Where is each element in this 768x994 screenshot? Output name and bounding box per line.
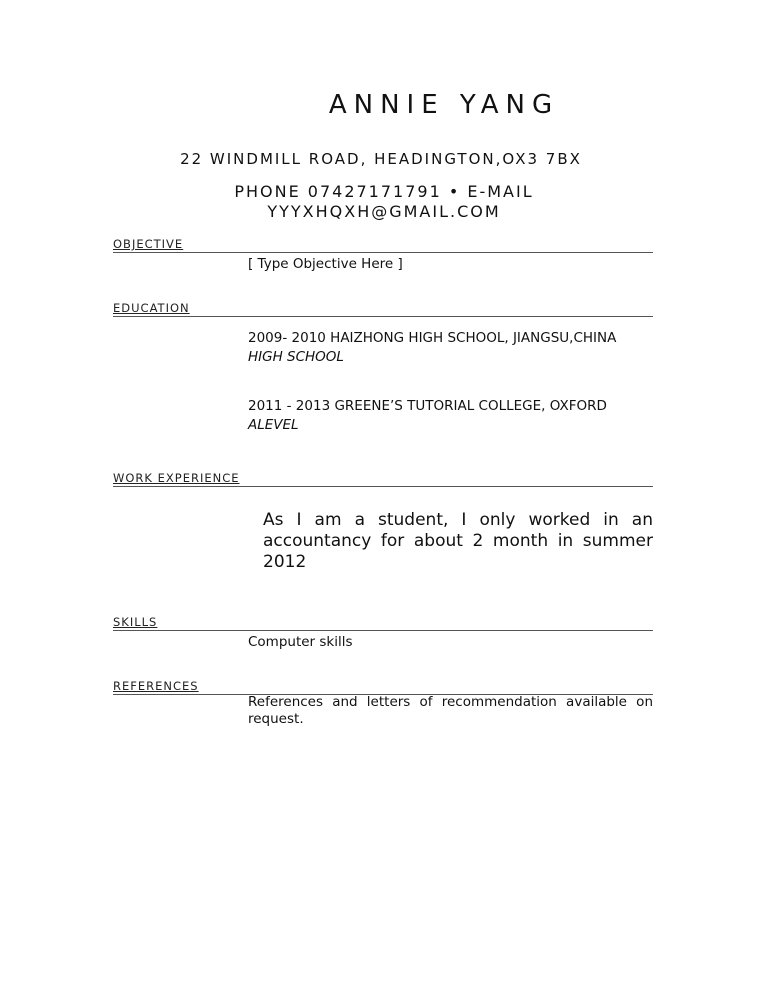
contact-block xyxy=(200,182,568,222)
education-entry-line: 2011 - 2013 GREENE’S TUTORIAL COLLEGE, OXFORD xyxy=(248,398,607,414)
contact-phone-email: PHONE 07427171791 • E-MAIL xyxy=(234,182,534,201)
section-heading-objective xyxy=(113,238,653,253)
address: 22 WINDMILL ROAD, HEADINGTON,OX3 7BX xyxy=(180,150,582,168)
work-heading-label: WORK EXPERIENCE xyxy=(113,471,240,485)
education-entry xyxy=(248,329,616,367)
education-entry-line: 2009- 2010 HAIZHONG HIGH SCHOOL, JIANGSU,CHINA xyxy=(248,330,617,346)
education-entry xyxy=(248,397,607,435)
section-heading-skills xyxy=(113,616,653,631)
section-heading-education xyxy=(113,302,653,317)
skills-heading-label: SKILLS xyxy=(113,615,158,629)
education-entry-qualification: HIGH SCHOOL xyxy=(248,349,344,365)
references-text: References and letters of recommendation available on request. xyxy=(248,694,653,727)
section-heading-references xyxy=(113,680,653,695)
objective-text: [ Type Objective Here ] xyxy=(248,256,403,272)
section-heading-work-experience xyxy=(113,472,653,487)
education-entry-qualification: ALEVEL xyxy=(248,417,299,433)
objective-heading-label: OBJECTIVE xyxy=(113,237,184,251)
resume-name: ANNIE YANG xyxy=(328,90,560,120)
contact-email-address: YYYXHQXH@GMAIL.COM xyxy=(267,202,501,221)
references-heading-label: REFERENCES xyxy=(113,679,199,693)
skills-text: Computer skills xyxy=(248,634,353,650)
work-experience-text: As I am a student, I only worked in an accountancy for about 2 month in summer 2012 xyxy=(263,510,653,572)
education-heading-label: EDUCATION xyxy=(113,301,190,315)
